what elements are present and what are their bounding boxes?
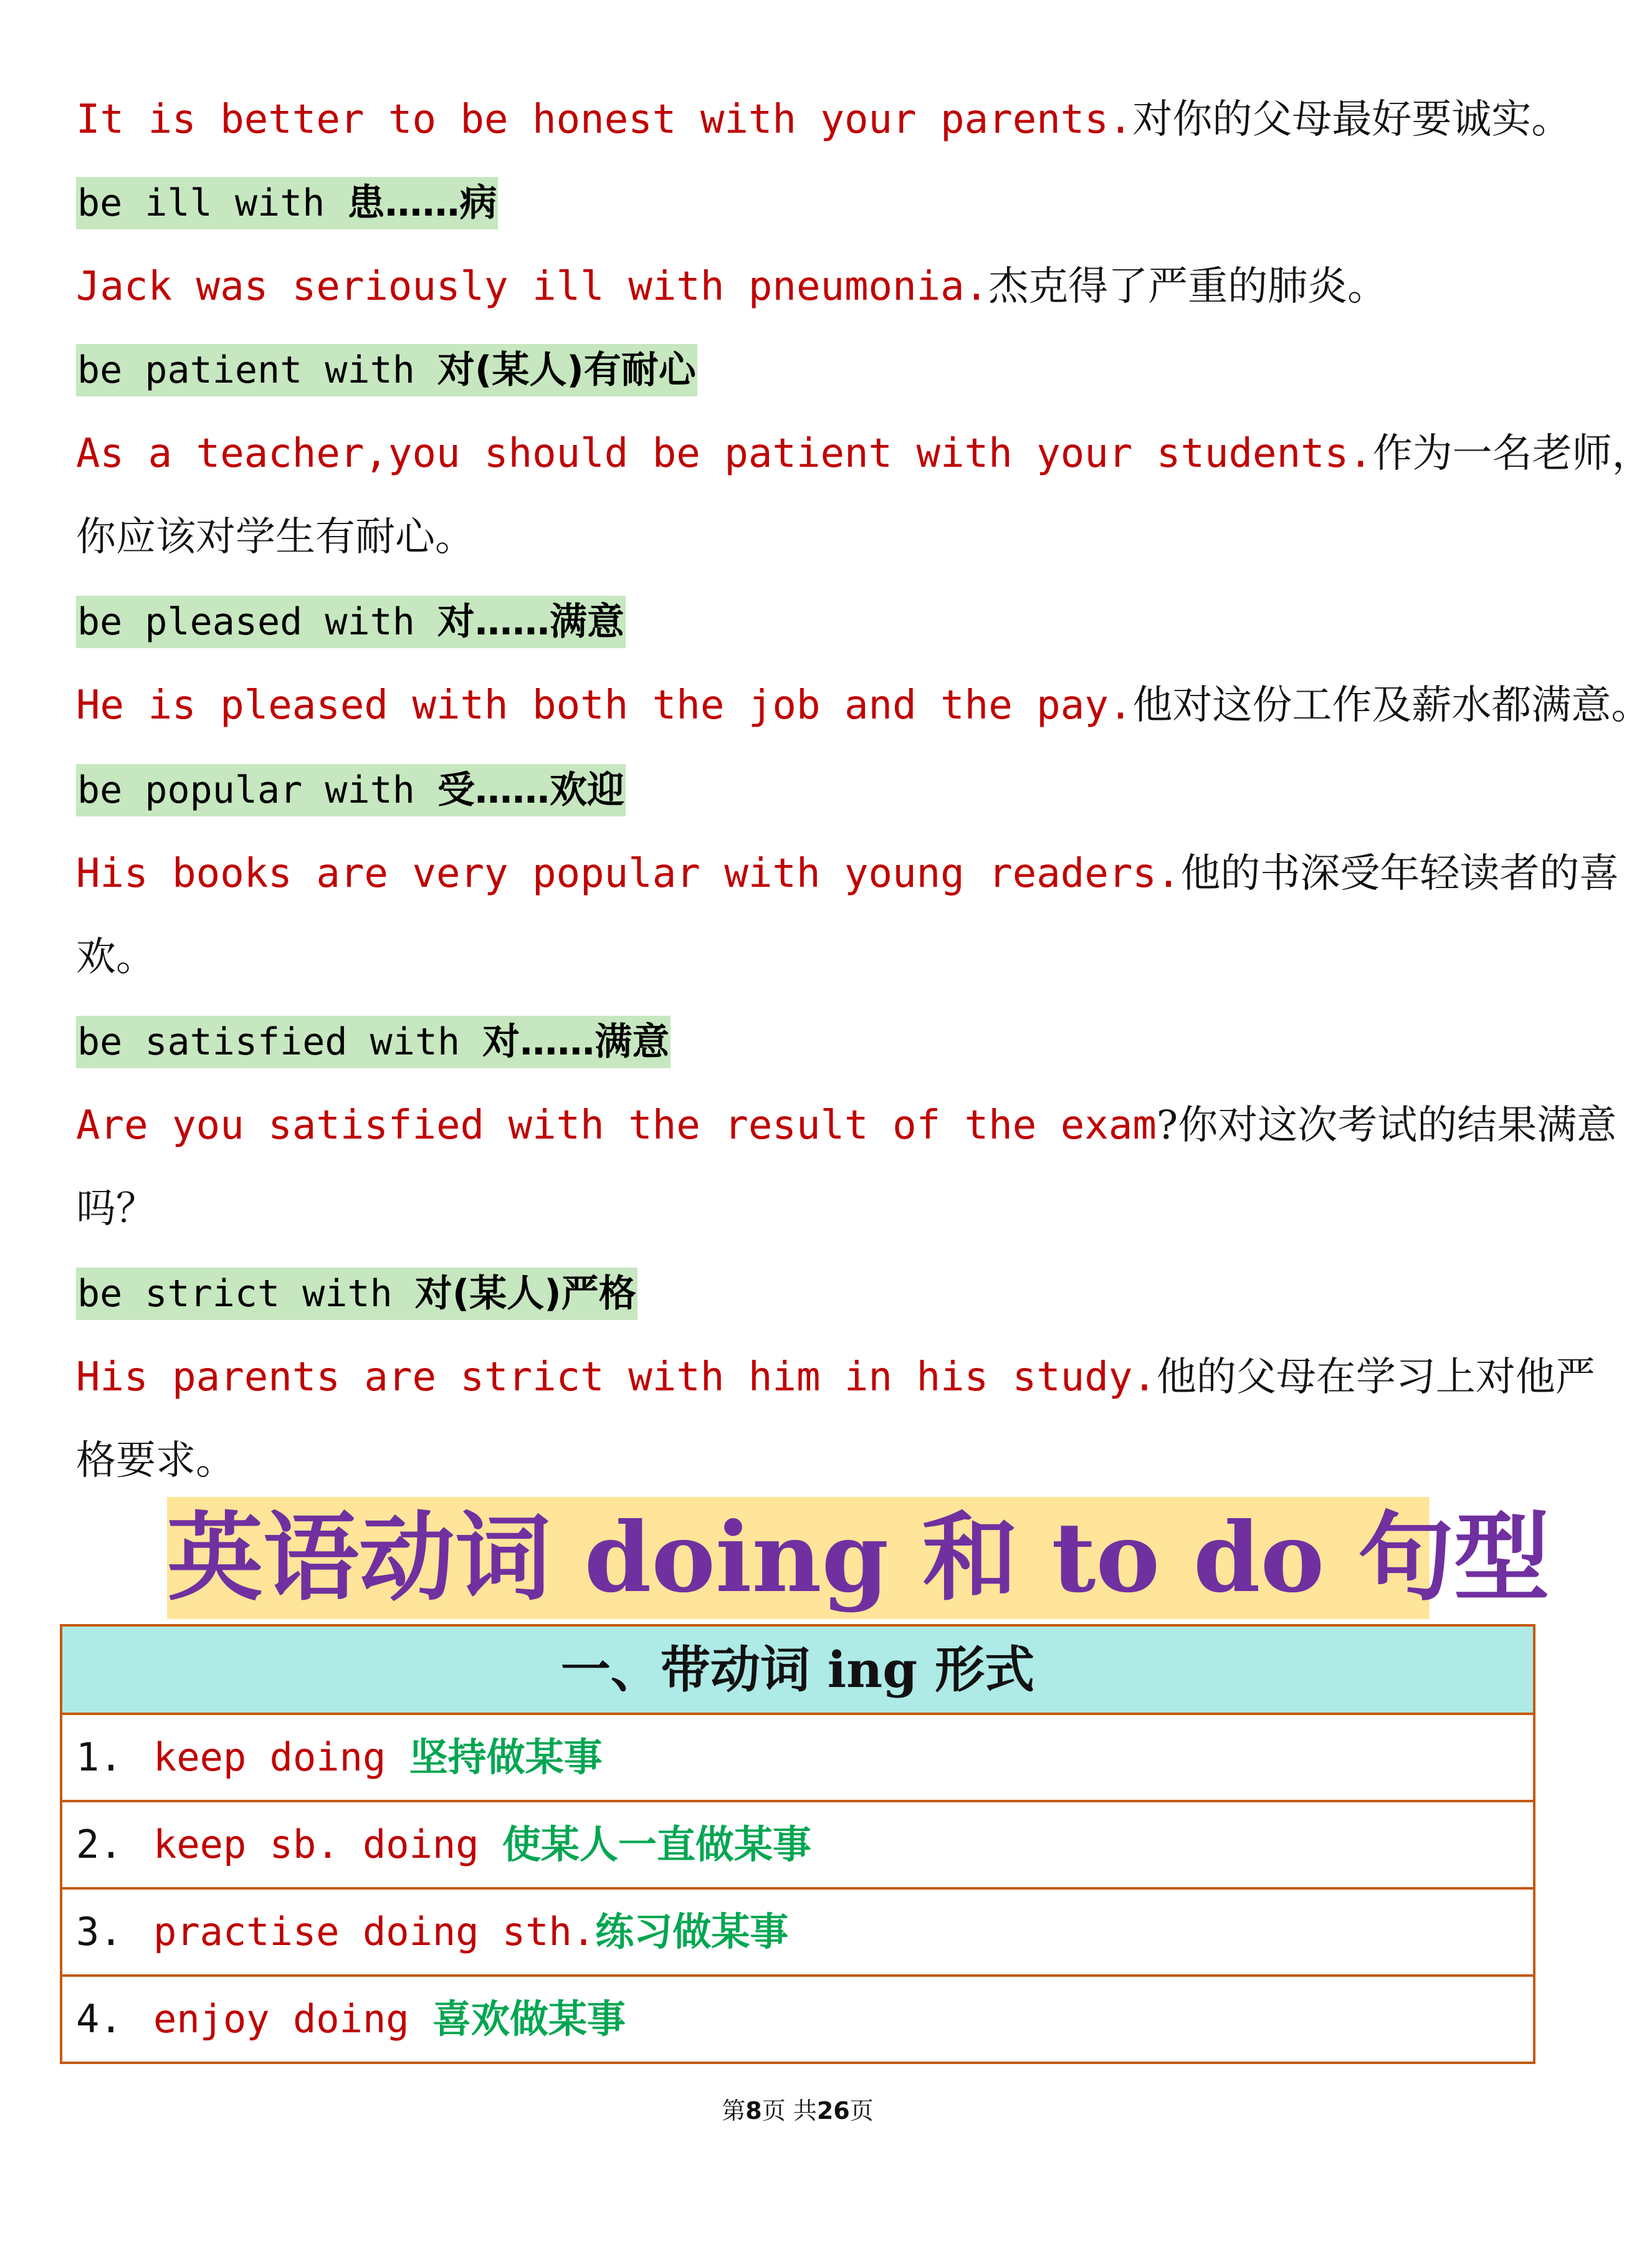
example-chinese: 格要求。 (76, 1438, 236, 1484)
table-row (62, 1802, 1533, 1890)
example-english: His books are very popular with young readers. (76, 851, 1181, 897)
phrase-label (76, 1016, 671, 1068)
example-english: His parents are strict with him in his study. (76, 1354, 1157, 1400)
example-english: Are you satisfied with the result of the exam (76, 1102, 1157, 1149)
phrase-english: be patient with (77, 348, 437, 392)
row-number: 4. (76, 1996, 123, 2042)
phrase-label (76, 1268, 637, 1320)
page-number: 8 (745, 2097, 762, 2125)
phrase-meaning: 对(某人)严格 (414, 1272, 636, 1316)
footer-suffix: 页 (849, 2097, 874, 2125)
example-chinese: 他对这份工作及薪水都满意。 (1132, 682, 1651, 729)
page-footer (0, 2091, 1595, 2126)
example-sentence (76, 85, 1572, 155)
row-english: practise doing sth. (153, 1909, 596, 1954)
row-english: enjoy doing (153, 1996, 432, 2042)
row-english: keep sb. doing (153, 1822, 502, 1867)
phrase-english: be pleased with (77, 600, 437, 644)
example-english: He is pleased with both the job and the pay. (76, 682, 1133, 729)
example-sentence (76, 419, 1652, 489)
phrase-label (76, 764, 626, 816)
phrase-meaning: 受……欢迎 (437, 768, 624, 812)
example-chinese: 你应该对学生有耐心。 (76, 514, 475, 560)
footer-middle: 页 共 (762, 2097, 817, 2125)
example-sentence (76, 1091, 1617, 1160)
row-content (153, 1715, 603, 1800)
example-chinese: 对你的父母最好要诚实。 (1132, 97, 1572, 143)
phrase-meaning: 对……满意 (482, 1020, 670, 1064)
table-header: 一、带动词 ing 形式 (62, 1627, 1533, 1715)
row-chinese: 使某人一直做某事 (502, 1822, 811, 1867)
phrase-label (76, 596, 626, 648)
phrase-table (60, 1624, 1535, 2064)
row-chinese: 练习做某事 (595, 1909, 789, 1954)
phrase-meaning: 对……满意 (437, 600, 624, 644)
example-sentence (76, 1342, 1595, 1412)
example-chinese: 他的父母在学习上对他严 (1156, 1354, 1595, 1400)
row-content (153, 1977, 626, 2062)
example-sentence (76, 252, 1527, 322)
example-sentence (76, 839, 1620, 909)
example-chinese: 杰克得了严重的肺炎。 (988, 264, 1388, 310)
phrase-meaning: 患……病 (347, 181, 497, 225)
phrase-english: be ill with (77, 181, 348, 225)
row-english: keep doing (153, 1734, 409, 1780)
example-chinese: 欢。 (76, 934, 156, 980)
example-continuation (76, 922, 1527, 992)
example-english: As a teacher,you should be patient with your students. (76, 431, 1373, 477)
example-chinese: 作为一名老师， (1372, 431, 1652, 477)
row-number: 2. (76, 1822, 123, 1867)
example-continuation (76, 502, 1527, 572)
footer-prefix: 第 (722, 2097, 746, 2125)
page-total: 26 (816, 2097, 850, 2125)
example-continuation (76, 1426, 1527, 1496)
example-chinese: 吗？ (76, 1186, 156, 1232)
row-content (153, 1890, 788, 1974)
section-title: 英语动词 doing 和 to do 句型 (167, 1497, 1430, 1619)
example-sentence (76, 671, 1651, 740)
row-content (153, 1802, 811, 1887)
row-number: 3. (76, 1909, 123, 1954)
example-english: It is better to be honest with your parents. (76, 97, 1133, 143)
row-number: 1. (76, 1734, 123, 1780)
phrase-english: be strict with (77, 1272, 415, 1316)
phrase-label (76, 344, 697, 396)
table-row (62, 1977, 1533, 2062)
example-english: Jack was seriously ill with pneumonia. (76, 264, 989, 310)
example-continuation (76, 1174, 1527, 1244)
example-chinese: 他的书深受年轻读者的喜 (1180, 851, 1620, 897)
table-row (62, 1890, 1533, 1977)
phrase-meaning: 对(某人)有耐心 (437, 348, 696, 392)
phrase-english: be popular with (77, 768, 437, 812)
example-chinese: ?你对这次考试的结果满意 (1156, 1102, 1617, 1149)
table-row (62, 1715, 1533, 1802)
row-chinese: 坚持做某事 (409, 1734, 603, 1780)
row-chinese: 喜欢做某事 (432, 1996, 626, 2042)
phrase-label (76, 177, 498, 229)
phrase-english: be satisfied with (77, 1020, 483, 1064)
